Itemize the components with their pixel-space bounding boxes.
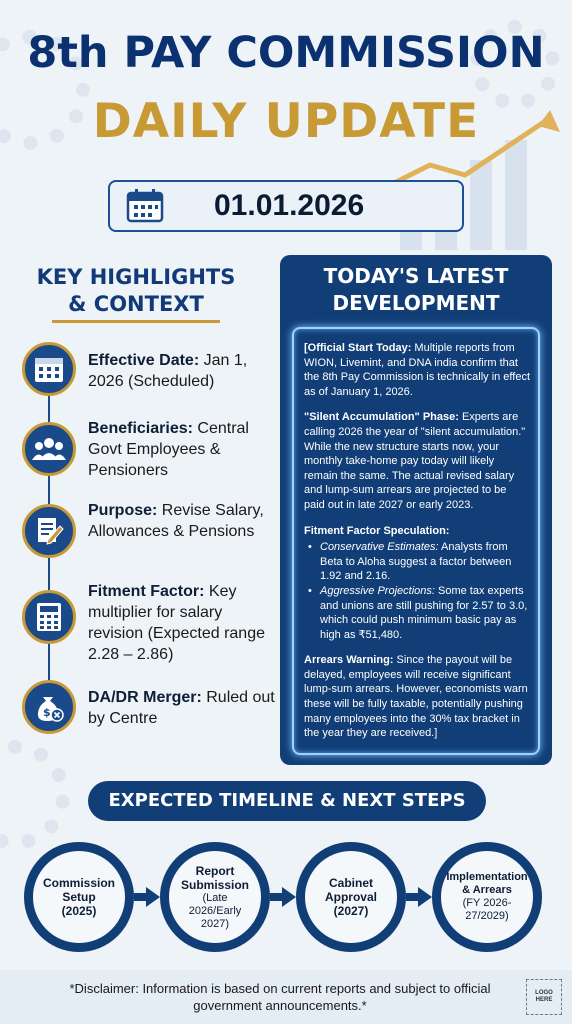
highlight-text: Revise Salary, Allowances & Pensions <box>88 502 264 540</box>
fitment-speculation-heading <box>304 524 530 539</box>
step-circle <box>305 851 397 943</box>
latest-title-line1: TODAY'S LATEST <box>323 264 509 288</box>
paragraph-label: Fitment Factor Speculation: <box>304 524 450 537</box>
paragraph-text: Experts are calling 2026 the year of "silent accumulation." While the new structure starts now, your monthly take-home pay today will likely remain the same. The actual revised salary and lump-sum arrears are projected to be paid out in late 2027 or early 2023. <box>304 411 526 511</box>
highlight-text: Ruled out by Centre <box>88 689 275 727</box>
highlight-da-dr-merger <box>88 687 278 729</box>
highlight-effective-date <box>88 350 278 392</box>
timeline-step-cabinet-approval <box>296 842 406 952</box>
step-circle <box>441 851 533 943</box>
arrow-right-icon <box>418 887 432 907</box>
page-subtitle: DAILY UPDATE <box>92 94 480 149</box>
list-item <box>304 540 530 584</box>
arrow-right-icon <box>146 887 160 907</box>
highlight-label: DA/DR Merger: <box>88 689 202 706</box>
bullet-text: Some tax experts and unions are still pushing for 2.57 to 3.0, which could push minimum basic pay as high as ₹51,480. <box>320 584 528 641</box>
highlight-text: Central Govt Employees & Pensioners <box>88 420 249 479</box>
document-pen-icon <box>22 504 76 558</box>
arrears-warning-paragraph <box>304 653 530 741</box>
paragraph-label: "Silent Accumulation" Phase: <box>304 411 459 424</box>
step-subtitle: (FY 2026-27/2029) <box>462 897 512 922</box>
highlight-text: Key multiplier for salary revision (Expected range 2.28 – 2.86) <box>88 583 265 663</box>
step-subtitle: (2025) <box>61 904 97 918</box>
timeline-step-commission-setup <box>24 842 134 952</box>
step-circle <box>169 851 261 943</box>
step-subtitle: (Late 2026/Early 2027) <box>188 891 242 930</box>
highlight-purpose <box>88 500 278 542</box>
update-date: 01.01.2026 <box>214 189 365 222</box>
highlight-label: Purpose: <box>88 502 158 519</box>
key-highlights-title <box>20 264 252 318</box>
highlight-label: Beneficiaries: <box>88 420 193 437</box>
calculator-icon <box>22 590 76 644</box>
official-start-paragraph <box>304 341 530 399</box>
title-underline <box>52 320 220 323</box>
calendar-icon <box>126 189 164 223</box>
bullet-label: Aggressive Projections: <box>320 584 435 597</box>
paragraph-label: Arrears Warning: <box>304 654 394 667</box>
people-icon <box>22 422 76 476</box>
paragraph-label: [Official Start Today: <box>304 342 412 354</box>
latest-development-panel <box>280 255 552 765</box>
date-badge <box>108 180 464 232</box>
step-title: Implementation & Arrears <box>446 871 528 896</box>
timeline-step-implementation <box>432 842 542 952</box>
bullet-label: Conservative Estimates: <box>320 541 439 554</box>
timeline-banner: EXPECTED TIMELINE & NEXT STEPS <box>88 781 486 821</box>
disclaimer-text: *Disclaimer: Information is based on current reports and subject to official government announcements.* <box>69 981 491 1013</box>
list-item <box>304 584 530 642</box>
money-bag-x-icon <box>22 680 76 734</box>
fitment-speculation-list <box>304 540 530 642</box>
logo-placeholder: LOGO HERE <box>526 979 562 1015</box>
step-subtitle: (2027) <box>333 904 369 918</box>
bullet-text: Analysts from Beta to Aloha suggest a factor between 1.92 and 2.16. <box>320 541 512 583</box>
step-title: Commission Setup <box>42 876 115 904</box>
step-title: Report Submission <box>180 863 249 892</box>
gear-decoration-icon <box>0 740 70 850</box>
silent-accumulation-paragraph <box>304 410 530 512</box>
key-highlights-title-line1: KEY HIGHLIGHTS <box>36 265 236 289</box>
paragraph-text: Since the payout will be delayed, employees will receive significant lump-sum arrears. However, economists warn these will be fully taxable, potentially pushing many employees into the 30% tax bracket in the year they are received.] <box>304 654 528 740</box>
timeline-step-report-submission <box>160 842 270 952</box>
page-title: 8th PAY COMMISSION <box>27 28 545 78</box>
paragraph-text: Multiple reports from WION, Livemint, and DNA india confirm that the 8th Pay Commission is technically in effect as of January 1, 2026. <box>304 342 531 398</box>
latest-title-line2: DEVELOPMENT <box>332 291 500 315</box>
latest-development-content <box>292 327 540 755</box>
highlight-fitment-factor <box>88 581 278 665</box>
calendar-icon <box>22 342 76 396</box>
arrow-right-icon <box>282 887 296 907</box>
key-highlights-title-line2: & CONTEXT <box>68 292 204 316</box>
latest-development-title <box>280 263 552 317</box>
highlight-label: Effective Date: <box>88 352 200 369</box>
highlight-beneficiaries <box>88 418 278 481</box>
highlight-text: Jan 1, 2026 (Scheduled) <box>88 352 248 390</box>
step-circle <box>33 851 125 943</box>
svg-text:$: $ <box>43 706 51 719</box>
highlight-label: Fitment Factor: <box>88 583 205 600</box>
step-title: Cabinet Approval <box>324 876 377 904</box>
